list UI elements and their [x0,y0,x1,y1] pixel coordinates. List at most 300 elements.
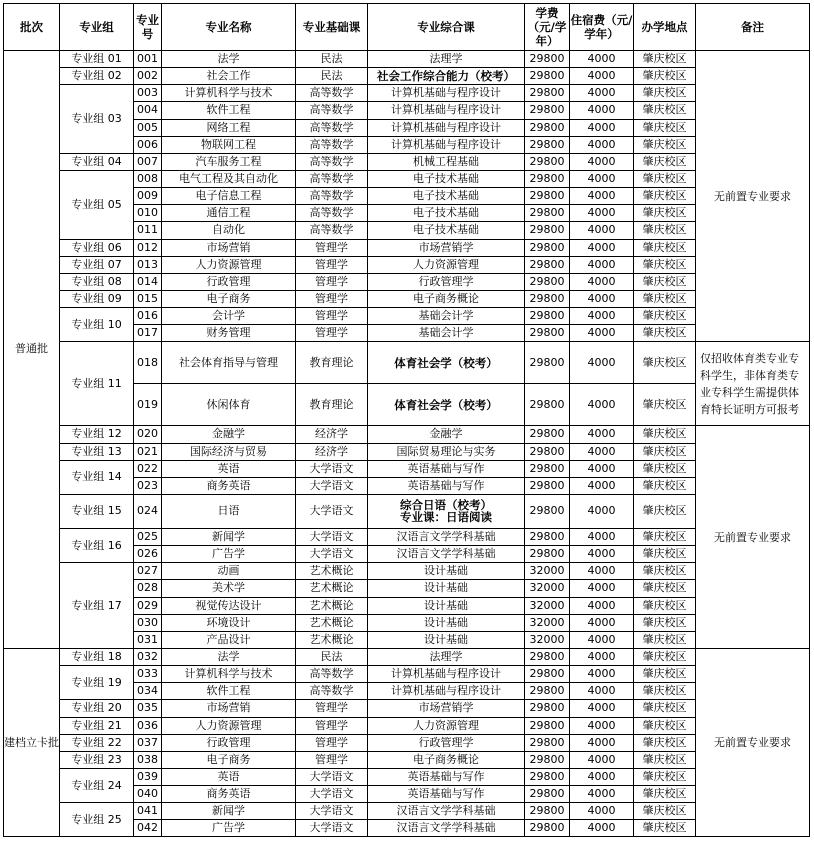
tuition-cell: 29800 [525,273,570,290]
group-cell: 专业组 03 [60,85,134,154]
basic-course-cell: 经济学 [296,443,368,460]
major-cell: 电气工程及其自动化 [162,170,296,187]
dorm-fee-cell: 4000 [570,683,634,700]
group-cell: 专业组 04 [60,153,134,170]
comprehensive-course-cell: 设计基础 [368,580,525,597]
table-row [4,717,810,734]
campus-cell: 肇庆校区 [634,494,696,528]
basic-course-cell: 教育理论 [296,342,368,384]
major-cell: 社会工作 [162,68,296,85]
basic-course-cell: 大学语文 [296,803,368,820]
campus-cell: 肇庆校区 [634,222,696,239]
campus-cell: 肇庆校区 [634,648,696,665]
major-cell: 社会体育指导与管理 [162,342,296,384]
major-cell: 电子信息工程 [162,188,296,205]
major-cell: 动画 [162,563,296,580]
group-cell: 专业组 02 [60,68,134,85]
comprehensive-course-cell: 设计基础 [368,614,525,631]
basic-course-cell: 高等数学 [296,170,368,187]
dorm-fee-cell: 4000 [570,631,634,648]
campus-cell: 肇庆校区 [634,700,696,717]
comprehensive-course-cell: 英语基础与写作 [368,477,525,494]
basic-course-cell: 艺术概论 [296,580,368,597]
code-cell: 018 [134,342,162,384]
major-cell: 软件工程 [162,683,296,700]
campus-cell: 肇庆校区 [634,751,696,768]
table-row [4,768,810,785]
group-cell: 专业组 08 [60,273,134,290]
major-cell: 电子商务 [162,751,296,768]
dorm-fee-cell: 4000 [570,546,634,563]
comprehensive-course-cell: 基础会计学 [368,308,525,325]
campus-cell: 肇庆校区 [634,308,696,325]
tuition-cell: 29800 [525,460,570,477]
campus-cell: 肇庆校区 [634,717,696,734]
comprehensive-course-cell: 电子技术基础 [368,170,525,187]
remark-no-prerequisite: 无前置专业要求 [696,51,810,342]
basic-course-cell: 高等数学 [296,666,368,683]
campus-cell: 肇庆校区 [634,119,696,136]
group-cell: 专业组 09 [60,290,134,307]
comprehensive-course-cell: 汉语言文学学科基础 [368,528,525,545]
comprehensive-course-cell: 计算机基础与程序设计 [368,683,525,700]
dorm-fee-cell: 4000 [570,648,634,665]
basic-course-cell: 民法 [296,51,368,68]
comprehensive-course-cell: 机械工程基础 [368,153,525,170]
code-cell: 011 [134,222,162,239]
code-cell: 012 [134,239,162,256]
batch-regular: 普通批 [4,51,60,649]
campus-cell: 肇庆校区 [634,153,696,170]
group-cell: 专业组 25 [60,803,134,837]
code-cell: 010 [134,205,162,222]
remark-no-prerequisite: 无前置专业要求 [696,426,810,649]
campus-cell: 肇庆校区 [634,68,696,85]
admission-table [3,3,810,837]
basic-course-cell: 高等数学 [296,188,368,205]
code-cell: 003 [134,85,162,102]
basic-course-cell: 民法 [296,68,368,85]
table-row [4,273,810,290]
tuition-cell: 29800 [525,648,570,665]
header-basic-course: 专业基础课 [296,4,368,51]
major-cell: 商务英语 [162,477,296,494]
major-cell: 行政管理 [162,734,296,751]
campus-cell: 肇庆校区 [634,290,696,307]
dorm-fee-cell: 4000 [570,342,634,384]
major-cell: 国际经济与贸易 [162,443,296,460]
campus-cell: 肇庆校区 [634,239,696,256]
basic-course-cell: 艺术概论 [296,614,368,631]
code-cell: 028 [134,580,162,597]
tuition-cell: 29800 [525,153,570,170]
group-cell: 专业组 23 [60,751,134,768]
dorm-fee-cell: 4000 [570,256,634,273]
tuition-cell: 29800 [525,342,570,384]
campus-cell: 肇庆校区 [634,325,696,342]
header-remarks: 备注 [696,4,810,51]
tuition-cell: 29800 [525,136,570,153]
basic-course-cell: 大学语文 [296,546,368,563]
dorm-fee-cell: 4000 [570,308,634,325]
dorm-fee-cell: 4000 [570,153,634,170]
major-cell: 人力资源管理 [162,256,296,273]
table-row [4,460,810,477]
table-row [4,85,810,102]
comprehensive-course-cell: 电子技术基础 [368,188,525,205]
major-cell: 休闲体育 [162,384,296,426]
dorm-fee-cell: 4000 [570,803,634,820]
code-cell: 025 [134,528,162,545]
group-cell: 专业组 12 [60,426,134,443]
basic-course-cell: 艺术概论 [296,631,368,648]
dorm-fee-cell: 4000 [570,528,634,545]
dorm-fee-cell: 4000 [570,820,634,837]
basic-course-cell: 高等数学 [296,85,368,102]
group-cell: 专业组 24 [60,768,134,802]
tuition-cell: 29800 [525,426,570,443]
tuition-cell: 29800 [525,102,570,119]
campus-cell: 肇庆校区 [634,136,696,153]
basic-course-cell: 教育理论 [296,384,368,426]
comprehensive-course-cell: 汉语言文学学科基础 [368,803,525,820]
dorm-fee-cell: 4000 [570,597,634,614]
major-cell: 商务英语 [162,786,296,803]
comprehensive-course-cell: 电子技术基础 [368,222,525,239]
dorm-fee-cell: 4000 [570,102,634,119]
dorm-fee-cell: 4000 [570,751,634,768]
table-row [4,51,810,68]
campus-cell: 肇庆校区 [634,205,696,222]
table-row [4,308,810,325]
campus-cell: 肇庆校区 [634,820,696,837]
table-row [4,648,810,665]
comprehensive-course-cell: 电子商务概论 [368,290,525,307]
major-cell: 网络工程 [162,119,296,136]
group-cell: 专业组 16 [60,528,134,562]
dorm-fee-cell: 4000 [570,580,634,597]
comprehensive-course-cell: 法理学 [368,648,525,665]
comprehensive-course-cell: 体育社会学（校考） [368,342,525,384]
campus-cell: 肇庆校区 [634,460,696,477]
major-cell: 新闻学 [162,803,296,820]
tuition-cell: 29800 [525,734,570,751]
table-body [4,51,810,837]
dorm-fee-cell: 4000 [570,426,634,443]
group-cell: 专业组 10 [60,308,134,342]
tuition-cell: 29800 [525,325,570,342]
tuition-cell: 29800 [525,683,570,700]
comprehensive-course-cell: 基础会计学 [368,325,525,342]
major-cell: 人力资源管理 [162,717,296,734]
tuition-cell: 32000 [525,597,570,614]
code-cell: 034 [134,683,162,700]
code-cell: 042 [134,820,162,837]
basic-course-cell: 高等数学 [296,153,368,170]
code-cell: 004 [134,102,162,119]
comprehensive-course-cell: 计算机基础与程序设计 [368,666,525,683]
tuition-cell: 29800 [525,119,570,136]
group-cell: 专业组 20 [60,700,134,717]
code-cell: 026 [134,546,162,563]
table-row [4,803,810,820]
major-cell: 市场营销 [162,700,296,717]
group-cell: 专业组 06 [60,239,134,256]
table-row [4,290,810,307]
dorm-fee-cell: 4000 [570,477,634,494]
code-cell: 015 [134,290,162,307]
group-cell: 专业组 01 [60,51,134,68]
dorm-fee-cell: 4000 [570,51,634,68]
major-cell: 日语 [162,494,296,528]
table-row [4,734,810,751]
basic-course-cell: 大学语文 [296,494,368,528]
campus-cell: 肇庆校区 [634,546,696,563]
comprehensive-course-cell: 市场营销学 [368,700,525,717]
campus-cell: 肇庆校区 [634,85,696,102]
tuition-cell: 29800 [525,768,570,785]
code-cell: 031 [134,631,162,648]
remark-no-prerequisite: 无前置专业要求 [696,648,810,837]
dorm-fee-cell: 4000 [570,119,634,136]
table-row [4,239,810,256]
code-cell: 020 [134,426,162,443]
dorm-fee-cell: 4000 [570,768,634,785]
table-row [4,666,810,683]
comprehensive-course-cell: 汉语言文学学科基础 [368,820,525,837]
campus-cell: 肇庆校区 [634,170,696,187]
campus-cell: 肇庆校区 [634,666,696,683]
group-cell: 专业组 17 [60,563,134,649]
comprehensive-course-line: 综合日语（校考） [400,498,492,513]
dorm-fee-cell: 4000 [570,717,634,734]
code-cell: 007 [134,153,162,170]
campus-cell: 肇庆校区 [634,631,696,648]
tuition-cell: 32000 [525,631,570,648]
major-cell: 财务管理 [162,325,296,342]
comprehensive-course-cell: 英语基础与写作 [368,768,525,785]
code-cell: 030 [134,614,162,631]
comprehensive-course-cell: 英语基础与写作 [368,460,525,477]
campus-cell: 肇庆校区 [634,384,696,426]
code-cell: 009 [134,188,162,205]
table-row [4,256,810,273]
tuition-cell: 29800 [525,751,570,768]
dorm-fee-cell: 4000 [570,170,634,187]
major-cell: 广告学 [162,546,296,563]
code-cell: 022 [134,460,162,477]
code-cell: 024 [134,494,162,528]
dorm-fee-cell: 4000 [570,614,634,631]
group-cell: 专业组 11 [60,342,134,426]
basic-course-cell: 高等数学 [296,683,368,700]
code-cell: 027 [134,563,162,580]
comprehensive-course-cell: 市场营销学 [368,239,525,256]
table-row [4,342,810,384]
major-cell: 新闻学 [162,528,296,545]
code-cell: 002 [134,68,162,85]
dorm-fee-cell: 4000 [570,85,634,102]
tuition-cell: 29800 [525,170,570,187]
dorm-fee-cell: 4000 [570,136,634,153]
group-cell: 专业组 05 [60,170,134,239]
tuition-cell: 29800 [525,85,570,102]
code-cell: 001 [134,51,162,68]
campus-cell: 肇庆校区 [634,273,696,290]
code-cell: 029 [134,597,162,614]
dorm-fee-cell: 4000 [570,222,634,239]
tuition-cell: 29800 [525,308,570,325]
comprehensive-course-cell: 计算机基础与程序设计 [368,136,525,153]
code-cell: 036 [134,717,162,734]
major-cell: 计算机科学与技术 [162,666,296,683]
major-cell: 计算机科学与技术 [162,85,296,102]
major-cell: 会计学 [162,308,296,325]
code-cell: 037 [134,734,162,751]
comprehensive-course-cell: 电子技术基础 [368,205,525,222]
code-cell: 033 [134,666,162,683]
table-row [4,153,810,170]
campus-cell: 肇庆校区 [634,256,696,273]
basic-course-cell: 艺术概论 [296,563,368,580]
basic-course-cell: 管理学 [296,239,368,256]
campus-cell: 肇庆校区 [634,51,696,68]
comprehensive-course-cell: 人力资源管理 [368,717,525,734]
table-row [4,68,810,85]
table-row [4,751,810,768]
campus-cell: 肇庆校区 [634,683,696,700]
comprehensive-course-cell: 国际贸易理论与实务 [368,443,525,460]
comprehensive-course-cell: 行政管理学 [368,734,525,751]
dorm-fee-cell: 4000 [570,325,634,342]
header-code: 专业号 [134,4,162,51]
comprehensive-course-cell: 计算机基础与程序设计 [368,119,525,136]
table-row [4,700,810,717]
dorm-fee-cell: 4000 [570,205,634,222]
campus-cell: 肇庆校区 [634,786,696,803]
code-cell: 005 [134,119,162,136]
major-cell: 自动化 [162,222,296,239]
basic-course-cell: 管理学 [296,273,368,290]
tuition-cell: 29800 [525,546,570,563]
header-comprehensive-course: 专业综合课 [368,4,525,51]
basic-course-cell: 管理学 [296,256,368,273]
campus-cell: 肇庆校区 [634,426,696,443]
dorm-fee-cell: 4000 [570,443,634,460]
comprehensive-course-cell: 体育社会学（校考） [368,384,525,426]
basic-course-cell: 大学语文 [296,528,368,545]
tuition-cell: 32000 [525,614,570,631]
basic-course-cell: 管理学 [296,734,368,751]
dorm-fee-cell: 4000 [570,239,634,256]
major-cell: 市场营销 [162,239,296,256]
comprehensive-course-cell: 汉语言文学学科基础 [368,546,525,563]
header-row [4,4,810,51]
table-row [4,443,810,460]
code-cell: 023 [134,477,162,494]
tuition-cell: 29800 [525,666,570,683]
campus-cell: 肇庆校区 [634,580,696,597]
header-major: 专业名称 [162,4,296,51]
tuition-cell: 32000 [525,580,570,597]
group-cell: 专业组 14 [60,460,134,494]
major-cell: 法学 [162,51,296,68]
comprehensive-course-cell: 电子商务概论 [368,751,525,768]
batch-archive: 建档立卡批 [4,648,60,837]
major-cell: 英语 [162,768,296,785]
basic-course-cell: 艺术概论 [296,597,368,614]
campus-cell: 肇庆校区 [634,614,696,631]
code-cell: 013 [134,256,162,273]
campus-cell: 肇庆校区 [634,768,696,785]
code-cell: 021 [134,443,162,460]
major-cell: 电子商务 [162,290,296,307]
basic-course-cell: 高等数学 [296,205,368,222]
code-cell: 006 [134,136,162,153]
comprehensive-course-cell: 英语基础与写作 [368,786,525,803]
comprehensive-course-cell: 设计基础 [368,563,525,580]
major-cell: 环境设计 [162,614,296,631]
header-campus: 办学地点 [634,4,696,51]
code-cell: 019 [134,384,162,426]
campus-cell: 肇庆校区 [634,477,696,494]
code-cell: 017 [134,325,162,342]
tuition-cell: 29800 [525,205,570,222]
basic-course-cell: 高等数学 [296,119,368,136]
dorm-fee-cell: 4000 [570,290,634,307]
tuition-cell: 29800 [525,803,570,820]
campus-cell: 肇庆校区 [634,188,696,205]
campus-cell: 肇庆校区 [634,597,696,614]
table-row [4,528,810,545]
major-cell: 美术学 [162,580,296,597]
dorm-fee-cell: 4000 [570,68,634,85]
basic-course-cell: 高等数学 [296,222,368,239]
basic-course-cell: 管理学 [296,308,368,325]
tuition-cell: 29800 [525,717,570,734]
basic-course-cell: 管理学 [296,717,368,734]
comprehensive-course-cell: 行政管理学 [368,273,525,290]
table-row [4,494,810,528]
code-cell: 032 [134,648,162,665]
tuition-cell: 29800 [525,786,570,803]
tuition-cell: 29800 [525,494,570,528]
major-cell: 广告学 [162,820,296,837]
group-cell: 专业组 18 [60,648,134,665]
dorm-fee-cell: 4000 [570,700,634,717]
tuition-cell: 29800 [525,443,570,460]
dorm-fee-cell: 4000 [570,563,634,580]
tuition-cell: 29800 [525,384,570,426]
basic-course-cell: 大学语文 [296,477,368,494]
major-cell: 通信工程 [162,205,296,222]
comprehensive-course-cell: 人力资源管理 [368,256,525,273]
basic-course-cell: 大学语文 [296,786,368,803]
tuition-cell: 29800 [525,222,570,239]
comprehensive-course-cell [368,494,525,528]
tuition-cell: 29800 [525,820,570,837]
campus-cell: 肇庆校区 [634,342,696,384]
dorm-fee-cell: 4000 [570,384,634,426]
comprehensive-course-cell: 金融学 [368,426,525,443]
header-dorm-fee: 住宿费（元/学年） [570,4,634,51]
header-batch: 批次 [4,4,60,51]
major-cell: 视觉传达设计 [162,597,296,614]
comprehensive-course-cell: 计算机基础与程序设计 [368,85,525,102]
code-cell: 008 [134,170,162,187]
tuition-cell: 29800 [525,700,570,717]
group-cell: 专业组 15 [60,494,134,528]
